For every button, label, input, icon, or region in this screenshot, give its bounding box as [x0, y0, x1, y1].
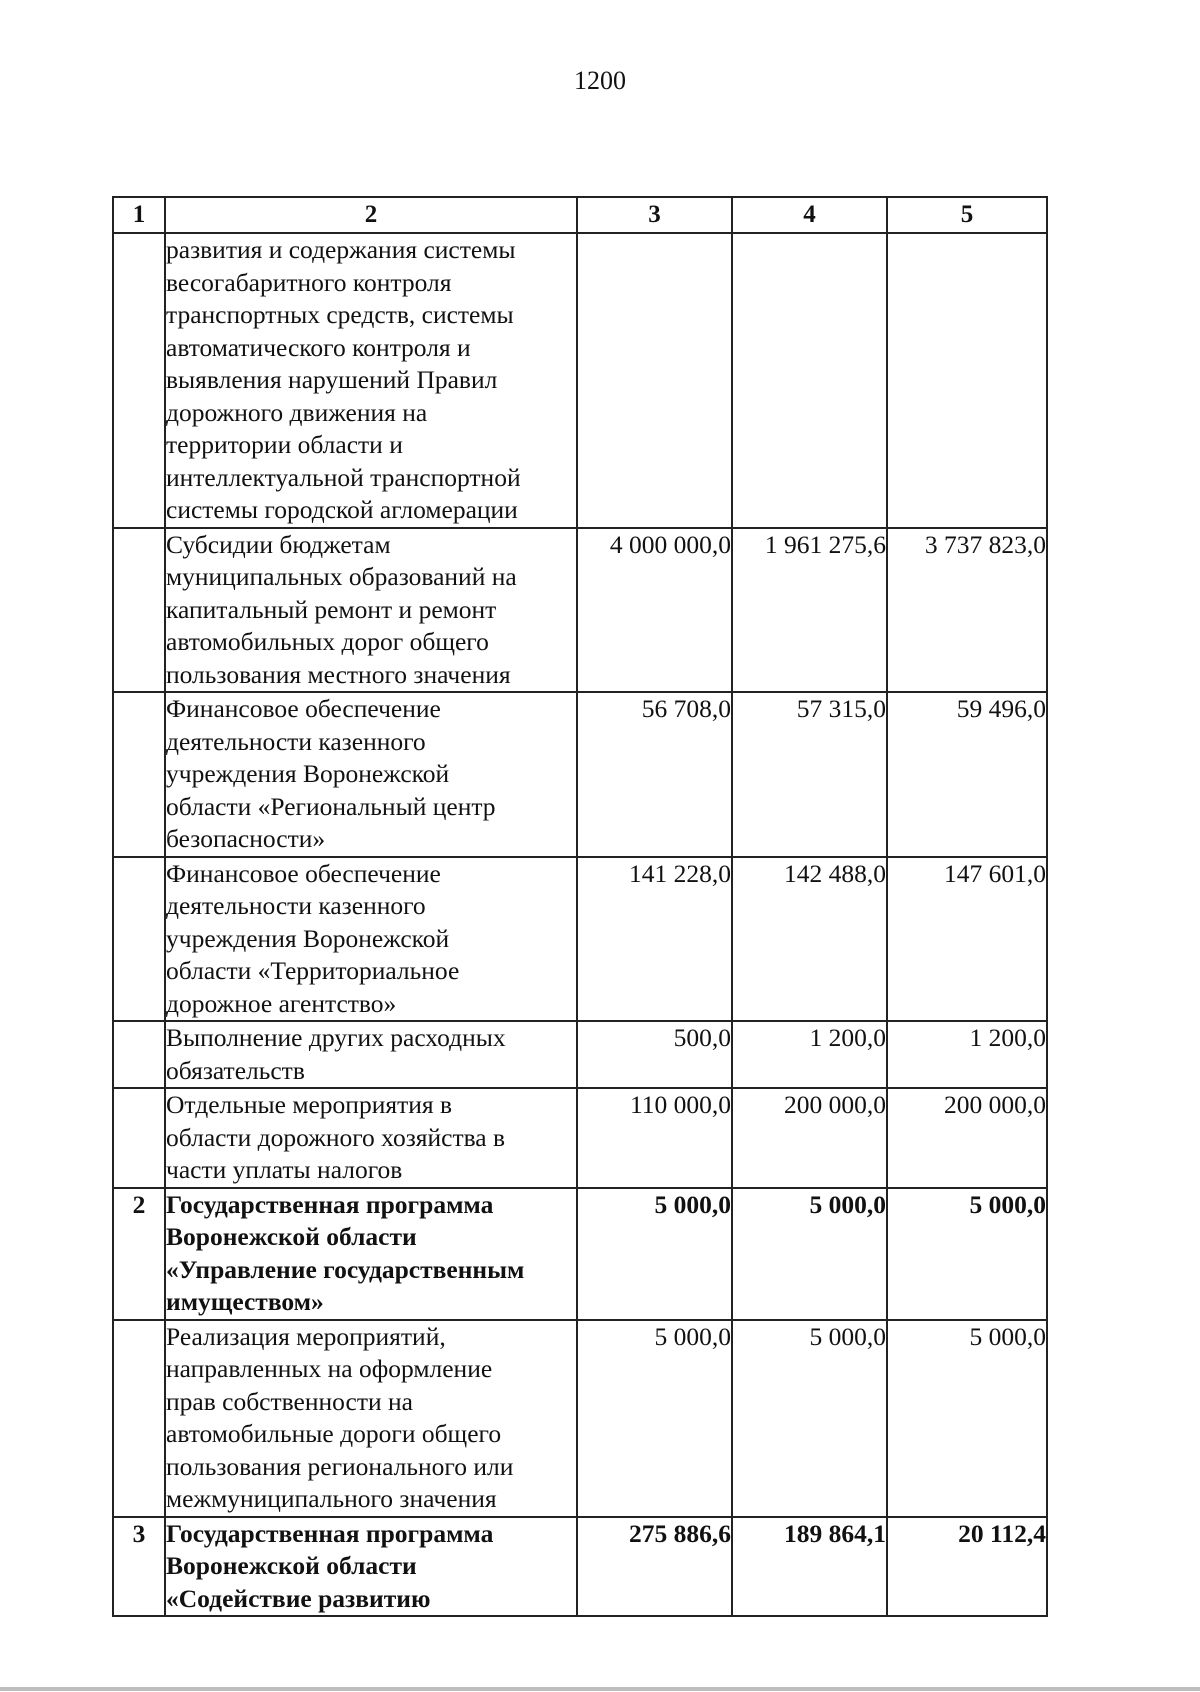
row-number-cell: [113, 233, 165, 528]
expense-name-line: автомобильные дороги общего: [166, 1419, 502, 1448]
amount-cell-col4: 189 864,1: [732, 1517, 887, 1617]
expense-name-line: направленных на оформление: [166, 1354, 493, 1383]
amount-cell-col5: 5 000,0: [887, 1320, 1047, 1517]
amount-cell-col4: 5 000,0: [732, 1320, 887, 1517]
expense-name-line: автомобильных дорог общего: [166, 627, 489, 656]
expense-name-line: имуществом»: [166, 1287, 324, 1316]
amount-cell-col5: 1 200,0: [887, 1021, 1047, 1088]
row-number-cell: [113, 1021, 165, 1088]
expense-name-line: пользования местного значения: [166, 659, 511, 689]
row-number-cell: 2: [113, 1188, 165, 1320]
column-header-2: 2: [165, 197, 577, 233]
amount-cell-col3: 141 228,0: [577, 857, 732, 1022]
expense-name-line: Воронежской области: [166, 1222, 417, 1251]
expense-name-line: безопасности»: [166, 824, 326, 853]
expense-name-line: Субсидии бюджетам: [166, 529, 391, 559]
row-number-cell: [113, 1088, 165, 1188]
column-header-3: 3: [577, 197, 732, 233]
expense-name-line: пользования регионального или: [166, 1451, 514, 1481]
expense-name-line: Государственная программа: [166, 1189, 494, 1219]
amount-cell-col4: 1 961 275,6: [732, 528, 887, 693]
amount-cell-col3: 5 000,0: [577, 1188, 732, 1320]
expense-name-cell: [165, 1188, 577, 1320]
amount-cell-col4: 57 315,0: [732, 692, 887, 857]
expense-name-cell: [165, 857, 577, 1022]
table-row: [113, 1517, 1047, 1617]
expense-name-cell: [165, 528, 577, 693]
expense-name-line: транспортных средств, системы: [166, 300, 514, 329]
amount-cell-col5: 59 496,0: [887, 692, 1047, 857]
expense-name-line: Выполнение других расходных: [166, 1023, 506, 1052]
expense-name-line: «Управление государственным: [166, 1254, 525, 1284]
table-row: [113, 857, 1047, 1022]
expense-name-line: капитальный ремонт и ремонт: [166, 594, 497, 624]
amount-cell-col5: 147 601,0: [887, 857, 1047, 1022]
expense-name-line: области «Региональный центр: [166, 791, 496, 821]
expense-name-line: Воронежской области: [166, 1551, 417, 1580]
column-header-4: 4: [732, 197, 887, 233]
expense-name-line: деятельности казенного: [166, 891, 426, 920]
expense-name-line: Финансовое обеспечение: [166, 694, 441, 723]
amount-cell-col5: 3 737 823,0: [887, 528, 1047, 693]
amount-cell-col5: [887, 233, 1047, 528]
expense-name-line: учреждения Воронежской: [166, 923, 450, 953]
expense-name-line: территории области и: [166, 430, 403, 459]
table-header-row: [113, 197, 1047, 233]
amount-cell-col4: 142 488,0: [732, 857, 887, 1022]
amount-cell-col5: 5 000,0: [887, 1188, 1047, 1320]
expense-name-cell: [165, 1088, 577, 1188]
expense-name-line: дорожного движения на: [166, 397, 428, 427]
expense-name-line: системы городской агломерации: [166, 495, 518, 524]
amount-cell-col4: 200 000,0: [732, 1088, 887, 1188]
expense-name-line: Государственная программа: [166, 1518, 494, 1548]
expense-name-cell: [165, 1021, 577, 1088]
expense-name-line: весогабаритного контроля: [166, 267, 452, 297]
expense-name-line: муниципальных образований на: [166, 562, 517, 591]
expense-name-line: автоматического контроля и: [166, 332, 471, 362]
table-row: [113, 1320, 1047, 1517]
amount-cell-col4: 5 000,0: [732, 1188, 887, 1320]
expense-name-line: Реализация мероприятий,: [166, 1321, 446, 1351]
expense-name-line: межмуниципального значения: [166, 1484, 497, 1513]
expense-name-line: учреждения Воронежской: [166, 759, 450, 788]
table-row: [113, 233, 1047, 528]
expense-name-cell: [165, 233, 577, 528]
expense-name-line: Финансовое обеспечение: [166, 858, 441, 888]
expense-name-cell: [165, 1517, 577, 1617]
expense-name-line: «Содействие развитию: [166, 1583, 431, 1613]
table-row: [113, 1021, 1047, 1088]
amount-cell-col3: 110 000,0: [577, 1088, 732, 1188]
row-number-cell: [113, 1320, 165, 1517]
table-row: [113, 1088, 1047, 1188]
column-header-5: 5: [887, 197, 1047, 233]
expense-name-line: деятельности казенного: [166, 726, 426, 756]
expense-name-line: обязательств: [166, 1055, 305, 1085]
expense-name-line: развития и содержания системы: [166, 235, 516, 264]
expense-name-cell: [165, 1320, 577, 1517]
expense-name-cell: [165, 692, 577, 857]
page-number: 1200: [574, 66, 626, 95]
expense-name-line: дорожное агентство»: [166, 988, 397, 1018]
table-row: [113, 692, 1047, 857]
table-row: [113, 528, 1047, 693]
table-row: [113, 1188, 1047, 1320]
amount-cell-col3: 56 708,0: [577, 692, 732, 857]
amount-cell-col4: 1 200,0: [732, 1021, 887, 1088]
amount-cell-col3: 500,0: [577, 1021, 732, 1088]
scan-edge-line: [0, 1687, 1200, 1691]
table-body: [113, 233, 1047, 1616]
amount-cell-col5: 20 112,4: [887, 1517, 1047, 1617]
amount-cell-col4: [732, 233, 887, 528]
amount-cell-col3: [577, 233, 732, 528]
column-header-1: 1: [113, 197, 165, 233]
amount-cell-col5: 200 000,0: [887, 1088, 1047, 1188]
expense-name-line: части уплаты налогов: [166, 1155, 403, 1184]
row-number-cell: [113, 692, 165, 857]
expense-name-line: Отдельные мероприятия в: [166, 1090, 453, 1119]
amount-cell-col3: 4 000 000,0: [577, 528, 732, 693]
expense-name-line: интеллектуальной транспортной: [166, 462, 521, 492]
expense-name-line: выявления нарушений Правил: [166, 365, 498, 394]
amount-cell-col3: 275 886,6: [577, 1517, 732, 1617]
expense-name-line: прав собственности на: [166, 1386, 413, 1416]
row-number-cell: [113, 528, 165, 693]
amount-cell-col3: 5 000,0: [577, 1320, 732, 1517]
row-number-cell: [113, 857, 165, 1022]
expense-name-line: области «Территориальное: [166, 956, 460, 985]
expense-name-line: области дорожного хозяйства в: [166, 1122, 506, 1152]
budget-table: [112, 196, 1048, 1617]
row-number-cell: 3: [113, 1517, 165, 1617]
